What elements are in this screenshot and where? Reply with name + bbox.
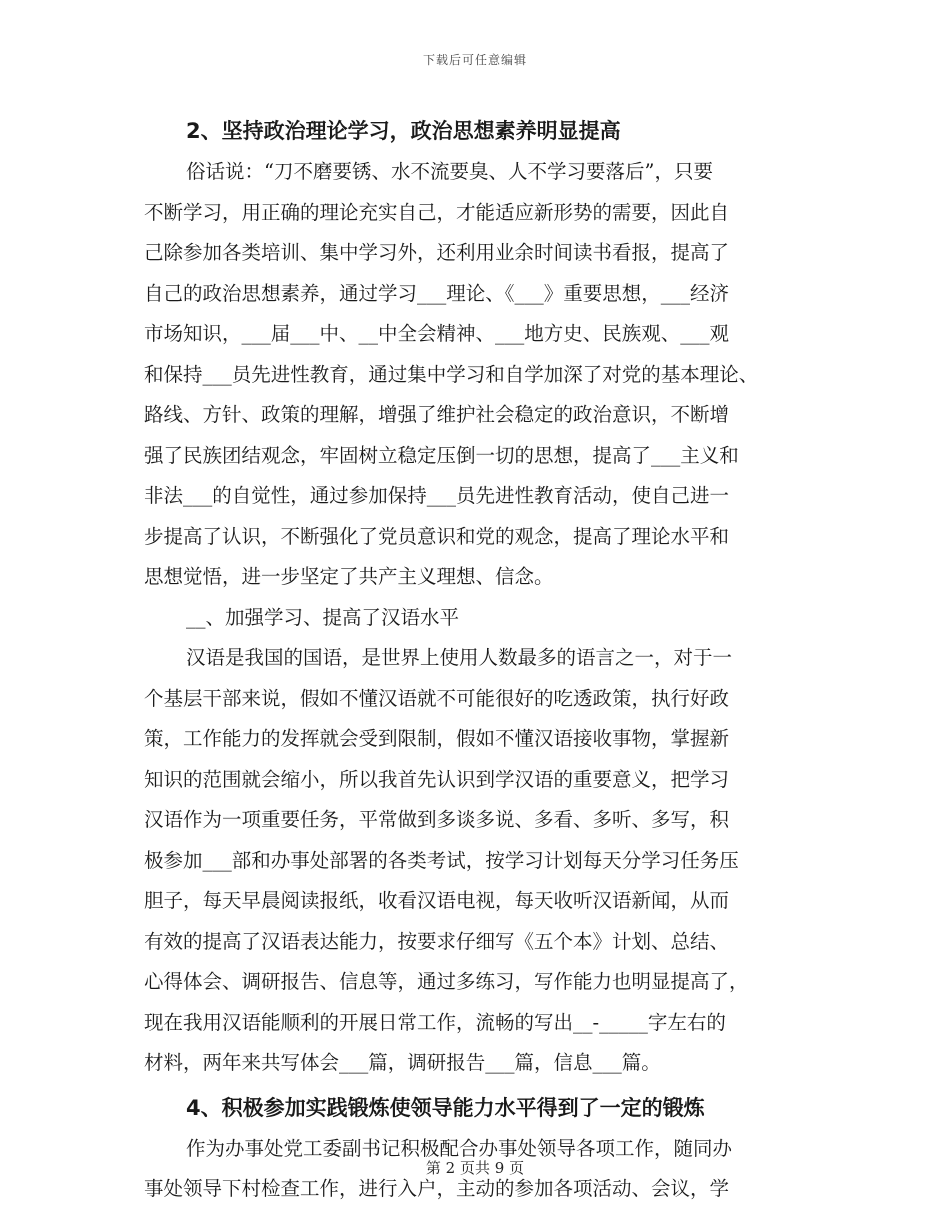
page-footer: 第 2 页共 9 页 bbox=[425, 1159, 525, 1177]
document-body bbox=[144, 110, 808, 1210]
section-heading-3: __、加强学习、提高了汉语水平 bbox=[186, 605, 460, 629]
paragraph-political-study bbox=[144, 152, 808, 598]
paragraph-line: 思想觉悟，进一步坚定了共产主义理想、信念。 bbox=[144, 565, 554, 588]
paragraph-line: 强了民族团结观念，牢固树立稳定压倒一切的思想，提高了___主义和 bbox=[144, 443, 739, 467]
paragraph-line: 俗话说：“刀不磨要锈、水不流要臭、人不学习要落后”，只要 bbox=[186, 160, 713, 183]
paragraph-line: 策，工作能力的发挥就会受到限制，假如不懂汉语接收事物，掌握新 bbox=[144, 727, 730, 750]
paragraph-line: 自己的政治思想素养，通过学习___理论、《___》重要思想，___经济 bbox=[144, 281, 730, 305]
paragraph-line: 胆子，每天早晨阅读报纸，收看汉语电视，每天收听汉语新闻，从而 bbox=[144, 889, 730, 912]
paragraph-line: 步提高了认识，不断强化了党员意识和党的观念，提高了理论水平和 bbox=[144, 524, 730, 548]
paragraph-line: 汉语是我国的国语，是世界上使用人数最多的语言之一，对于一 bbox=[186, 646, 733, 669]
paragraph-line: 个基层干部来说，假如不懂汉语就不可能很好的吃透政策，执行好政 bbox=[144, 686, 730, 710]
paragraph-line: 和保持___员先进性教育，通过集中学习和自学加深了对党的基本理论、 bbox=[144, 362, 759, 386]
paragraph-line: 不断学习，用正确的理论充实自己，才能适应新形势的需要，因此自 bbox=[144, 200, 730, 224]
section-heading-4: 4、积极参加实践锻炼使领导能力水平得到了一定的锻炼 bbox=[186, 1095, 705, 1120]
paragraph-line: 汉语作为一项重要任务，平常做到多谈多说、多看、多听、多写，积 bbox=[144, 808, 730, 831]
paragraph-line: 材料，两年来共写体会___篇，调研报告___篇，信息___篇。 bbox=[144, 1051, 661, 1074]
paragraph-line: 现在我用汉语能顺利的开展日常工作，流畅的写出__-_____字左右的 bbox=[144, 1010, 726, 1034]
paragraph-line: 路线、方针、政策的理解，增强了维护社会稳定的政治意识，不断增 bbox=[144, 403, 730, 426]
paragraph-line: 作为办事处党工委副书记积极配合办事处领导各项工作，随同办 bbox=[186, 1136, 733, 1160]
paragraph-line: 事处领导下村检查工作，进行入户，主动的参加各项活动、会议，学 bbox=[144, 1177, 730, 1200]
paragraph-line: 有效的提高了汉语表达能力，按要求仔细写《五个本》计划、总结、 bbox=[144, 929, 730, 953]
page-header: 下载后可任意编辑 bbox=[422, 53, 527, 67]
paragraph-line: 市场知识，___届___中、__中全会精神、___地方史、民族观、___观 bbox=[144, 322, 730, 345]
paragraph-chinese-study bbox=[144, 638, 808, 1084]
paragraph-line: 非法___的自觉性，通过参加保持___员先进性教育活动，使自己进一 bbox=[144, 484, 730, 507]
paragraph-line: 知识的范围就会缩小，所以我首先认识到学汉语的重要意义，把学习 bbox=[144, 767, 730, 791]
section-heading-2: 2、坚持政治理论学习，政治思想素养明显提高 bbox=[186, 119, 621, 143]
paragraph-line: 心得体会、调研报告、信息等，通过多练习，写作能力也明显提高了， bbox=[144, 970, 749, 993]
paragraph-line: 己除参加各类培训、集中学习外，还利用业余时间读书看报，提高了 bbox=[144, 241, 730, 264]
paragraph-line: 极参加___部和办事处部署的各类考试，按学习计划每天分学习任务压 bbox=[144, 848, 739, 872]
